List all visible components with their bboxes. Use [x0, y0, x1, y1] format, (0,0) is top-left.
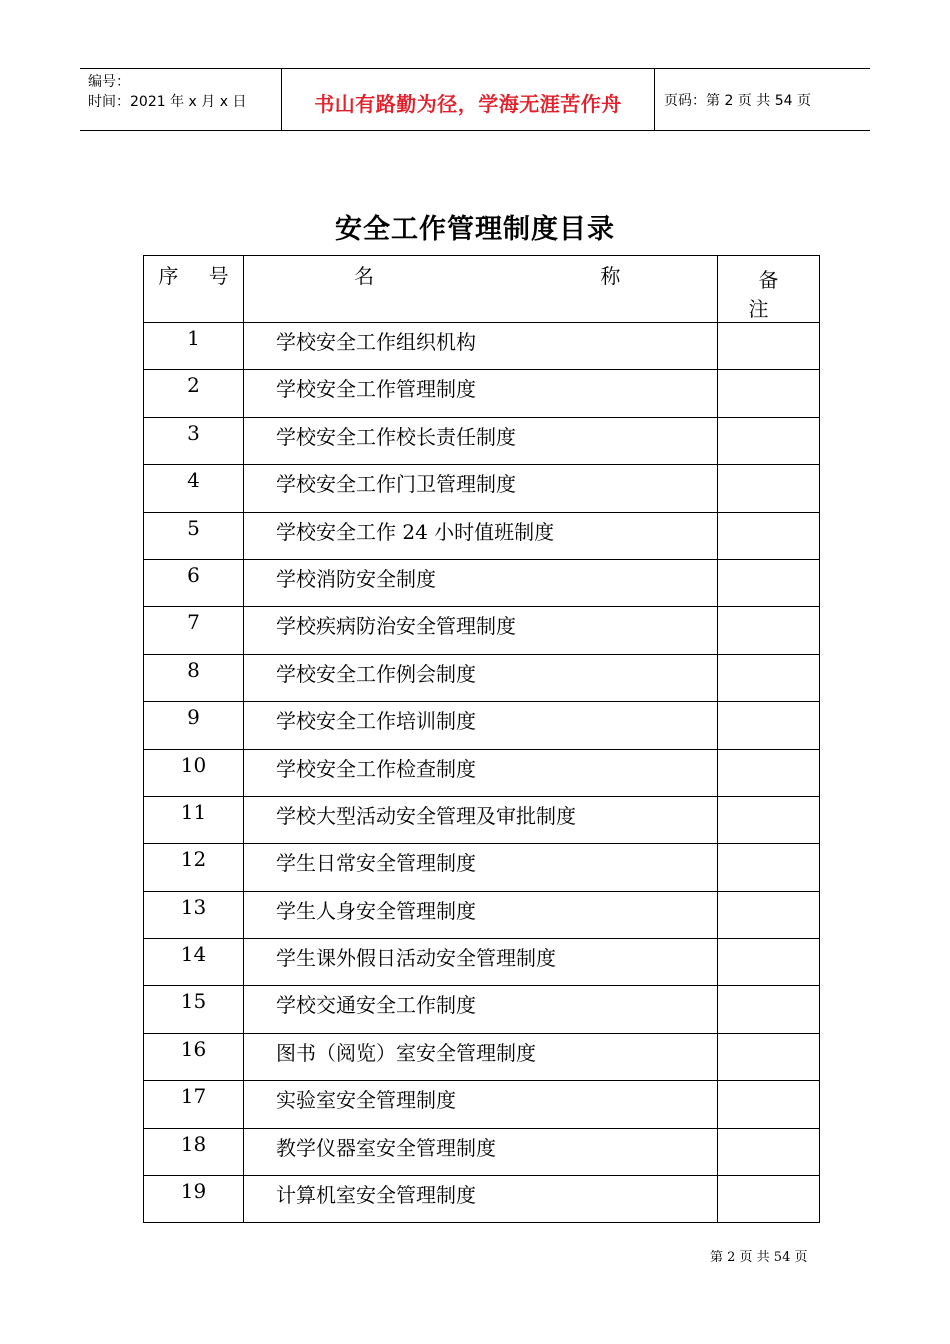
table-row: [144, 702, 820, 749]
row-name: 学校安全工作培训制度: [244, 702, 718, 749]
row-number: 11: [144, 796, 244, 843]
table-row: [144, 512, 820, 559]
table-header-row: [144, 256, 820, 323]
table-row: [144, 1033, 820, 1080]
row-name: 学校安全工作例会制度: [244, 654, 718, 701]
row-number: 16: [144, 1033, 244, 1080]
table-row: [144, 607, 820, 654]
page-header: [80, 68, 870, 131]
table-row: [144, 417, 820, 464]
row-name: 教学仪器室安全管理制度: [244, 1128, 718, 1175]
row-number: 12: [144, 844, 244, 891]
row-name: 学生人身安全管理制度: [244, 891, 718, 938]
table-row: [144, 1081, 820, 1128]
row-note: [718, 654, 820, 701]
header-note: 备 注: [718, 256, 820, 323]
row-number: 15: [144, 986, 244, 1033]
row-note: [718, 1128, 820, 1175]
row-note: [718, 939, 820, 986]
row-note: [718, 796, 820, 843]
row-number: 19: [144, 1176, 244, 1223]
row-number: 14: [144, 939, 244, 986]
row-note: [718, 323, 820, 370]
document-title: 安全工作管理制度目录: [335, 214, 615, 245]
row-note: [718, 1176, 820, 1223]
row-note: [718, 370, 820, 417]
row-name: 图书（阅览）室安全管理制度: [244, 1033, 718, 1080]
row-name: 实验室安全管理制度: [244, 1081, 718, 1128]
header-meta: [88, 72, 246, 112]
row-name: 计算机室安全管理制度: [244, 1176, 718, 1223]
header-name: 名 称: [244, 256, 718, 323]
table-row: [144, 986, 820, 1033]
row-name: 学校疾病防治安全管理制度: [244, 607, 718, 654]
header-number-label: 编号：: [88, 74, 130, 90]
header-divider: [654, 69, 655, 130]
header-date-label: 时间：2021 年 x 月 x 日: [88, 94, 247, 110]
row-number: 1: [144, 323, 244, 370]
row-number: 18: [144, 1128, 244, 1175]
row-name: 学校安全工作检查制度: [244, 749, 718, 796]
row-name: 学校安全工作 24 小时值班制度: [244, 512, 718, 559]
row-number: 2: [144, 370, 244, 417]
table-row: [144, 844, 820, 891]
row-note: [718, 844, 820, 891]
row-number: 4: [144, 465, 244, 512]
row-name: 学生课外假日活动安全管理制度: [244, 939, 718, 986]
row-note: [718, 986, 820, 1033]
table-row: [144, 465, 820, 512]
row-number: 10: [144, 749, 244, 796]
row-name: 学校交通安全工作制度: [244, 986, 718, 1033]
header-motto: 书山有路勤为径，学海无涯苦作舟: [314, 92, 622, 116]
row-number: 13: [144, 891, 244, 938]
row-name: 学校安全工作管理制度: [244, 370, 718, 417]
row-note: [718, 465, 820, 512]
row-number: 9: [144, 702, 244, 749]
row-note: [718, 1081, 820, 1128]
row-number: 6: [144, 559, 244, 606]
table-row: [144, 654, 820, 701]
toc-table: [143, 255, 820, 1223]
row-note: [718, 702, 820, 749]
row-note: [718, 559, 820, 606]
row-name: 学生日常安全管理制度: [244, 844, 718, 891]
row-note: [718, 512, 820, 559]
table-row: [144, 749, 820, 796]
row-number: 3: [144, 417, 244, 464]
table-row: [144, 796, 820, 843]
table-row: [144, 1128, 820, 1175]
header-no: 序 号: [144, 256, 244, 323]
row-note: [718, 1033, 820, 1080]
table-row: [144, 891, 820, 938]
table-row: [144, 1176, 820, 1223]
row-number: 8: [144, 654, 244, 701]
row-number: 5: [144, 512, 244, 559]
row-name: 学校消防安全制度: [244, 559, 718, 606]
row-name: 学校安全工作门卫管理制度: [244, 465, 718, 512]
table-row: [144, 323, 820, 370]
row-name: 学校安全工作组织机构: [244, 323, 718, 370]
footer-page-label: 第 2 页 共 54 页: [710, 1250, 808, 1265]
row-name: 学校安全工作校长责任制度: [244, 417, 718, 464]
row-name: 学校大型活动安全管理及审批制度: [244, 796, 718, 843]
row-note: [718, 417, 820, 464]
row-note: [718, 607, 820, 654]
table-row: [144, 370, 820, 417]
row-number: 7: [144, 607, 244, 654]
table-row: [144, 939, 820, 986]
header-page-label: 页码：第 2 页 共 54 页: [664, 93, 811, 109]
row-note: [718, 891, 820, 938]
row-number: 17: [144, 1081, 244, 1128]
row-note: [718, 749, 820, 796]
table-row: [144, 559, 820, 606]
